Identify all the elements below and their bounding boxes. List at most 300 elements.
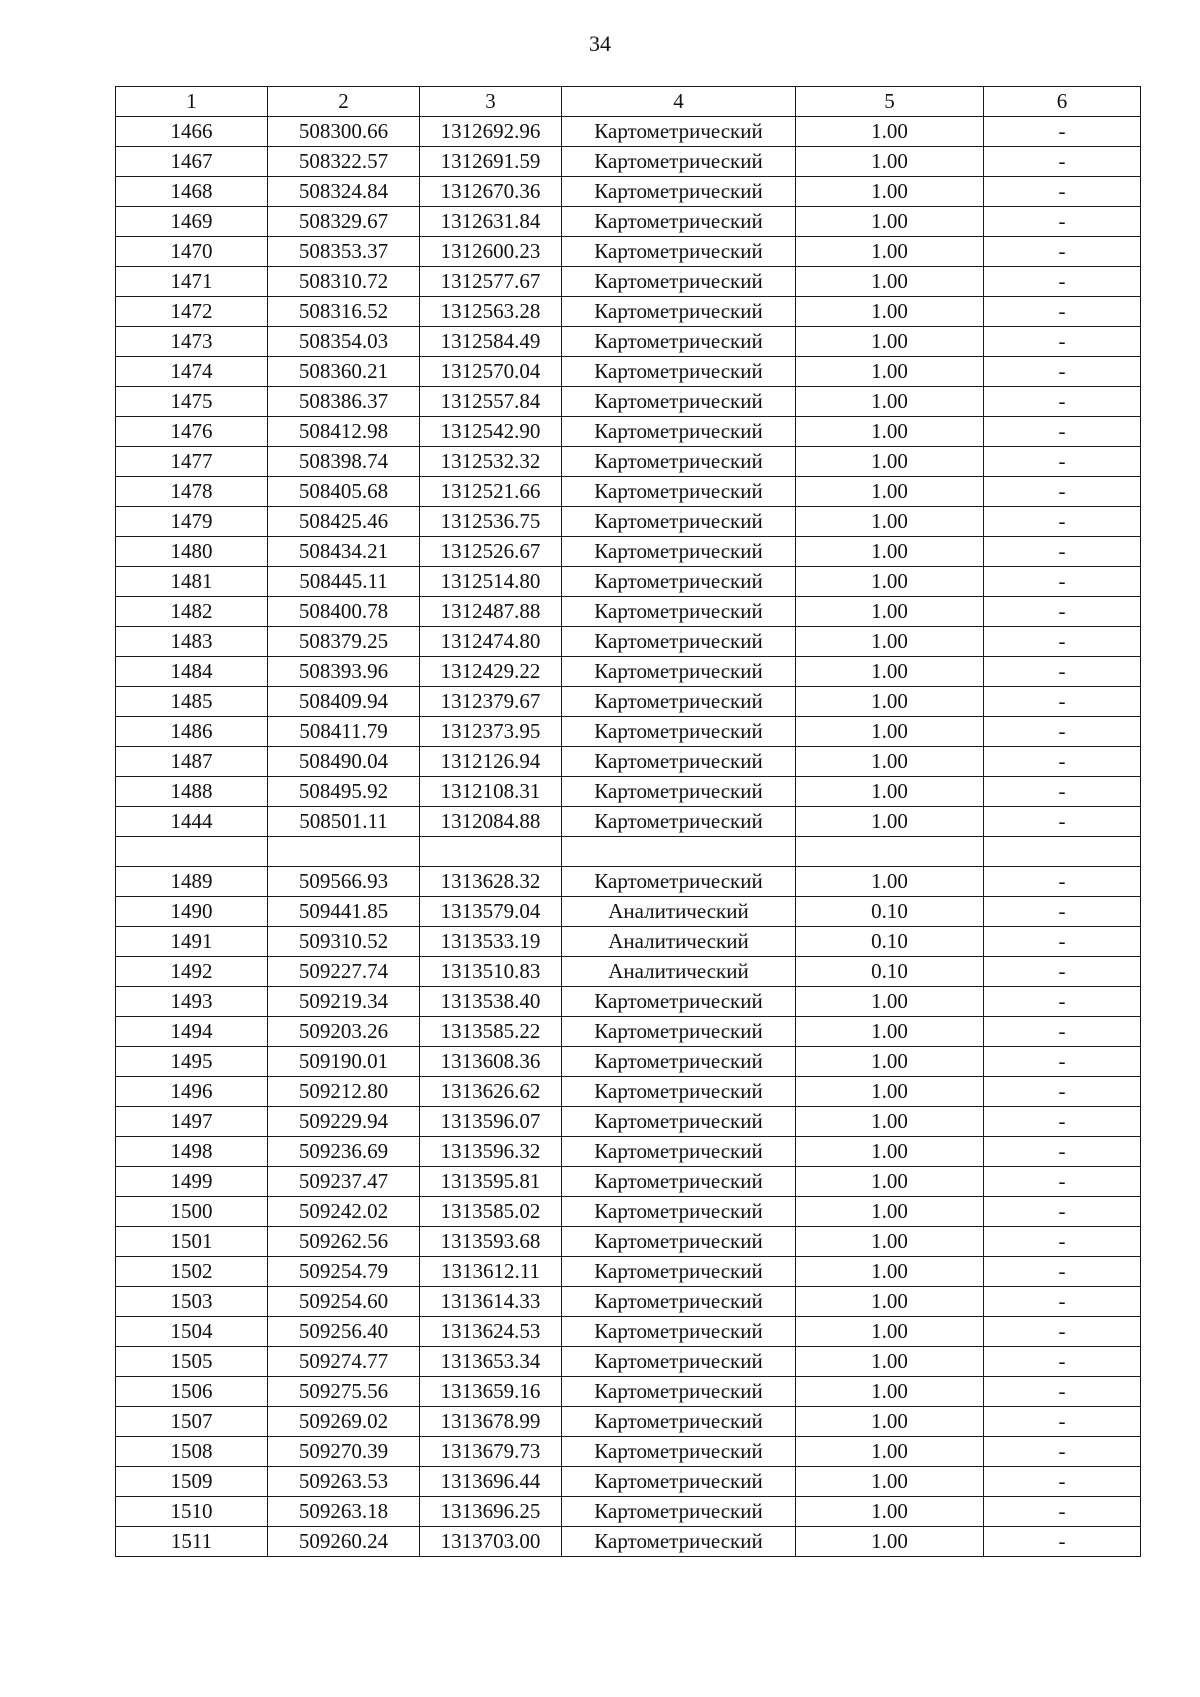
accuracy-cell: 1.00 <box>796 717 984 747</box>
table-row <box>116 147 1141 177</box>
x-coordinate-cell: 509203.26 <box>268 1017 420 1047</box>
accuracy-cell: 0.10 <box>796 897 984 927</box>
y-coordinate-cell: 1313608.36 <box>420 1047 562 1077</box>
table-row <box>116 387 1141 417</box>
accuracy-cell: 1.00 <box>796 867 984 897</box>
note-cell: - <box>984 1197 1141 1227</box>
table-row <box>116 1107 1141 1137</box>
y-coordinate-cell: 1312584.49 <box>420 327 562 357</box>
accuracy-cell <box>796 837 984 867</box>
x-coordinate-cell: 509263.18 <box>268 1497 420 1527</box>
point-number-cell: 1484 <box>116 657 268 687</box>
note-cell: - <box>984 1407 1141 1437</box>
method-cell: Картометрический <box>562 597 796 627</box>
note-cell: - <box>984 1047 1141 1077</box>
x-coordinate-cell: 509236.69 <box>268 1137 420 1167</box>
x-coordinate-cell: 508434.21 <box>268 537 420 567</box>
note-cell: - <box>984 327 1141 357</box>
x-coordinate-cell: 508329.67 <box>268 207 420 237</box>
point-number-cell: 1466 <box>116 117 268 147</box>
x-coordinate-cell: 508409.94 <box>268 687 420 717</box>
y-coordinate-cell: 1312084.88 <box>420 807 562 837</box>
column-header-4: 4 <box>562 87 796 117</box>
method-cell: Картометрический <box>562 987 796 1017</box>
note-cell: - <box>984 1227 1141 1257</box>
accuracy-cell: 0.10 <box>796 957 984 987</box>
table-row <box>116 807 1141 837</box>
accuracy-cell: 1.00 <box>796 1467 984 1497</box>
column-header-2: 2 <box>268 87 420 117</box>
point-number-cell: 1470 <box>116 237 268 267</box>
note-cell: - <box>984 927 1141 957</box>
method-cell: Картометрический <box>562 717 796 747</box>
accuracy-cell: 1.00 <box>796 297 984 327</box>
note-cell: - <box>984 417 1141 447</box>
note-cell: - <box>984 1317 1141 1347</box>
method-cell: Картометрический <box>562 1377 796 1407</box>
note-cell: - <box>984 567 1141 597</box>
table-row <box>116 237 1141 267</box>
method-cell: Картометрический <box>562 777 796 807</box>
note-cell <box>984 837 1141 867</box>
note-cell: - <box>984 957 1141 987</box>
y-coordinate-cell: 1313703.00 <box>420 1527 562 1557</box>
table-row <box>116 1437 1141 1467</box>
point-number-cell: 1498 <box>116 1137 268 1167</box>
y-coordinate-cell: 1312126.94 <box>420 747 562 777</box>
y-coordinate-cell: 1313678.99 <box>420 1407 562 1437</box>
table-row <box>116 1077 1141 1107</box>
table-row <box>116 1017 1141 1047</box>
point-number-cell: 1471 <box>116 267 268 297</box>
point-number-cell: 1496 <box>116 1077 268 1107</box>
method-cell: Картометрический <box>562 1107 796 1137</box>
accuracy-cell: 1.00 <box>796 1497 984 1527</box>
table-row <box>116 297 1141 327</box>
note-cell: - <box>984 267 1141 297</box>
table-row <box>116 447 1141 477</box>
method-cell: Картометрический <box>562 507 796 537</box>
accuracy-cell: 1.00 <box>796 117 984 147</box>
point-number-cell: 1495 <box>116 1047 268 1077</box>
table-row <box>116 1407 1141 1437</box>
note-cell: - <box>984 1527 1141 1557</box>
y-coordinate-cell: 1313628.32 <box>420 867 562 897</box>
y-coordinate-cell: 1313624.53 <box>420 1317 562 1347</box>
table-row <box>116 957 1141 987</box>
x-coordinate-cell: 509274.77 <box>268 1347 420 1377</box>
note-cell: - <box>984 1497 1141 1527</box>
table-row <box>116 1137 1141 1167</box>
point-number-cell: 1467 <box>116 147 268 177</box>
table-row <box>116 1467 1141 1497</box>
y-coordinate-cell: 1313538.40 <box>420 987 562 1017</box>
note-cell: - <box>984 687 1141 717</box>
note-cell: - <box>984 507 1141 537</box>
method-cell: Картометрический <box>562 1017 796 1047</box>
y-coordinate-cell: 1313612.11 <box>420 1257 562 1287</box>
accuracy-cell: 1.00 <box>796 1377 984 1407</box>
table-row <box>116 1167 1141 1197</box>
x-coordinate-cell: 508400.78 <box>268 597 420 627</box>
accuracy-cell: 1.00 <box>796 1077 984 1107</box>
x-coordinate-cell: 508316.52 <box>268 297 420 327</box>
table-row <box>116 477 1141 507</box>
accuracy-cell: 1.00 <box>796 327 984 357</box>
method-cell: Картометрический <box>562 537 796 567</box>
method-cell: Картометрический <box>562 357 796 387</box>
method-cell: Картометрический <box>562 237 796 267</box>
accuracy-cell: 1.00 <box>796 567 984 597</box>
point-number-cell: 1510 <box>116 1497 268 1527</box>
table-row <box>116 687 1141 717</box>
point-number-cell: 1488 <box>116 777 268 807</box>
x-coordinate-cell: 508398.74 <box>268 447 420 477</box>
point-number-cell: 1444 <box>116 807 268 837</box>
y-coordinate-cell: 1312514.80 <box>420 567 562 597</box>
note-cell: - <box>984 1017 1141 1047</box>
note-cell: - <box>984 627 1141 657</box>
x-coordinate-cell <box>268 837 420 867</box>
point-number-cell: 1473 <box>116 327 268 357</box>
accuracy-cell: 1.00 <box>796 987 984 1017</box>
accuracy-cell: 1.00 <box>796 417 984 447</box>
note-cell: - <box>984 1377 1141 1407</box>
accuracy-cell: 1.00 <box>796 597 984 627</box>
note-cell: - <box>984 177 1141 207</box>
y-coordinate-cell: 1312600.23 <box>420 237 562 267</box>
method-cell: Картометрический <box>562 687 796 717</box>
note-cell: - <box>984 357 1141 387</box>
note-cell: - <box>984 1257 1141 1287</box>
table-row <box>116 657 1141 687</box>
point-number-cell: 1477 <box>116 447 268 477</box>
y-coordinate-cell: 1313653.34 <box>420 1347 562 1377</box>
x-coordinate-cell: 509275.56 <box>268 1377 420 1407</box>
y-coordinate-cell <box>420 837 562 867</box>
point-number-cell: 1505 <box>116 1347 268 1377</box>
table-row <box>116 1047 1141 1077</box>
x-coordinate-cell: 509229.94 <box>268 1107 420 1137</box>
accuracy-cell: 1.00 <box>796 687 984 717</box>
accuracy-cell: 1.00 <box>796 777 984 807</box>
column-header-1: 1 <box>116 87 268 117</box>
note-cell: - <box>984 537 1141 567</box>
x-coordinate-cell: 509190.01 <box>268 1047 420 1077</box>
table-row <box>116 1317 1141 1347</box>
method-cell: Картометрический <box>562 1467 796 1497</box>
point-number-cell: 1469 <box>116 207 268 237</box>
y-coordinate-cell: 1313696.44 <box>420 1467 562 1497</box>
page-number: 34 <box>589 31 611 56</box>
note-cell: - <box>984 1287 1141 1317</box>
x-coordinate-cell: 508324.84 <box>268 177 420 207</box>
note-cell: - <box>984 1137 1141 1167</box>
y-coordinate-cell: 1312631.84 <box>420 207 562 237</box>
y-coordinate-cell: 1313596.07 <box>420 1107 562 1137</box>
method-cell: Картометрический <box>562 1167 796 1197</box>
coordinates-table <box>115 86 1141 1557</box>
method-cell: Картометрический <box>562 1527 796 1557</box>
method-cell: Картометрический <box>562 1407 796 1437</box>
table-row <box>116 777 1141 807</box>
method-cell: Картометрический <box>562 1287 796 1317</box>
method-cell: Картометрический <box>562 417 796 447</box>
y-coordinate-cell: 1312670.36 <box>420 177 562 207</box>
accuracy-cell: 1.00 <box>796 1107 984 1137</box>
x-coordinate-cell: 509269.02 <box>268 1407 420 1437</box>
point-number-cell: 1501 <box>116 1227 268 1257</box>
accuracy-cell: 1.00 <box>796 1137 984 1167</box>
note-cell: - <box>984 207 1141 237</box>
table-row <box>116 417 1141 447</box>
point-number-cell: 1497 <box>116 1107 268 1137</box>
accuracy-cell: 1.00 <box>796 387 984 417</box>
column-header-3: 3 <box>420 87 562 117</box>
table-row <box>116 357 1141 387</box>
y-coordinate-cell: 1313696.25 <box>420 1497 562 1527</box>
method-cell: Картометрический <box>562 1437 796 1467</box>
point-number-cell: 1490 <box>116 897 268 927</box>
note-cell: - <box>984 717 1141 747</box>
method-cell: Картометрический <box>562 267 796 297</box>
table-body <box>116 117 1141 1557</box>
method-cell <box>562 837 796 867</box>
table-row <box>116 537 1141 567</box>
note-cell: - <box>984 807 1141 837</box>
method-cell: Картометрический <box>562 1137 796 1167</box>
note-cell: - <box>984 387 1141 417</box>
accuracy-cell: 1.00 <box>796 207 984 237</box>
accuracy-cell: 1.00 <box>796 237 984 267</box>
table-row <box>116 1257 1141 1287</box>
note-cell: - <box>984 297 1141 327</box>
x-coordinate-cell: 508495.92 <box>268 777 420 807</box>
accuracy-cell: 1.00 <box>796 537 984 567</box>
y-coordinate-cell: 1312487.88 <box>420 597 562 627</box>
table-row <box>116 327 1141 357</box>
table-header-row <box>116 87 1141 117</box>
note-cell: - <box>984 1467 1141 1497</box>
accuracy-cell: 1.00 <box>796 747 984 777</box>
x-coordinate-cell: 508354.03 <box>268 327 420 357</box>
point-number-cell: 1492 <box>116 957 268 987</box>
x-coordinate-cell: 509254.60 <box>268 1287 420 1317</box>
accuracy-cell: 1.00 <box>796 1287 984 1317</box>
point-number-cell: 1509 <box>116 1467 268 1497</box>
point-number-cell: 1502 <box>116 1257 268 1287</box>
x-coordinate-cell: 508445.11 <box>268 567 420 597</box>
x-coordinate-cell: 508393.96 <box>268 657 420 687</box>
note-cell: - <box>984 147 1141 177</box>
table-row <box>116 1377 1141 1407</box>
x-coordinate-cell: 509237.47 <box>268 1167 420 1197</box>
accuracy-cell: 1.00 <box>796 807 984 837</box>
point-number-cell: 1479 <box>116 507 268 537</box>
accuracy-cell: 1.00 <box>796 1017 984 1047</box>
note-cell: - <box>984 897 1141 927</box>
y-coordinate-cell: 1313585.22 <box>420 1017 562 1047</box>
method-cell: Картометрический <box>562 627 796 657</box>
point-number-cell: 1474 <box>116 357 268 387</box>
note-cell: - <box>984 657 1141 687</box>
y-coordinate-cell: 1313593.68 <box>420 1227 562 1257</box>
point-number-cell: 1500 <box>116 1197 268 1227</box>
accuracy-cell: 1.00 <box>796 447 984 477</box>
x-coordinate-cell: 509566.93 <box>268 867 420 897</box>
method-cell: Картометрический <box>562 1497 796 1527</box>
note-cell: - <box>984 237 1141 267</box>
x-coordinate-cell: 509242.02 <box>268 1197 420 1227</box>
y-coordinate-cell: 1312526.67 <box>420 537 562 567</box>
method-cell: Картометрический <box>562 567 796 597</box>
y-coordinate-cell: 1313579.04 <box>420 897 562 927</box>
note-cell: - <box>984 867 1141 897</box>
y-coordinate-cell: 1312542.90 <box>420 417 562 447</box>
y-coordinate-cell: 1313626.62 <box>420 1077 562 1107</box>
accuracy-cell: 1.00 <box>796 357 984 387</box>
accuracy-cell: 1.00 <box>796 1317 984 1347</box>
y-coordinate-cell: 1312429.22 <box>420 657 562 687</box>
note-cell: - <box>984 1347 1141 1377</box>
point-number-cell: 1491 <box>116 927 268 957</box>
point-number-cell: 1508 <box>116 1437 268 1467</box>
method-cell: Картометрический <box>562 447 796 477</box>
table-row <box>116 1527 1141 1557</box>
y-coordinate-cell: 1312577.67 <box>420 267 562 297</box>
point-number-cell: 1506 <box>116 1377 268 1407</box>
accuracy-cell: 1.00 <box>796 1347 984 1377</box>
y-coordinate-cell: 1313659.16 <box>420 1377 562 1407</box>
accuracy-cell: 1.00 <box>796 147 984 177</box>
point-number-cell: 1486 <box>116 717 268 747</box>
y-coordinate-cell: 1312373.95 <box>420 717 562 747</box>
y-coordinate-cell: 1313595.81 <box>420 1167 562 1197</box>
note-cell: - <box>984 447 1141 477</box>
table-row <box>116 717 1141 747</box>
y-coordinate-cell: 1312570.04 <box>420 357 562 387</box>
y-coordinate-cell: 1313510.83 <box>420 957 562 987</box>
x-coordinate-cell: 509270.39 <box>268 1437 420 1467</box>
table-row <box>116 867 1141 897</box>
method-cell: Картометрический <box>562 327 796 357</box>
table-row <box>116 1347 1141 1377</box>
x-coordinate-cell: 508360.21 <box>268 357 420 387</box>
table-row <box>116 1197 1141 1227</box>
method-cell: Картометрический <box>562 297 796 327</box>
table-row <box>116 1287 1141 1317</box>
table-row <box>116 1227 1141 1257</box>
table-row <box>116 597 1141 627</box>
point-number-cell: 1468 <box>116 177 268 207</box>
point-number-cell: 1475 <box>116 387 268 417</box>
accuracy-cell: 1.00 <box>796 1197 984 1227</box>
x-coordinate-cell: 508310.72 <box>268 267 420 297</box>
point-number-cell: 1511 <box>116 1527 268 1557</box>
table-row <box>116 507 1141 537</box>
accuracy-cell: 0.10 <box>796 927 984 957</box>
point-number-cell: 1483 <box>116 627 268 657</box>
x-coordinate-cell: 509256.40 <box>268 1317 420 1347</box>
accuracy-cell: 1.00 <box>796 657 984 687</box>
method-cell: Картометрический <box>562 1347 796 1377</box>
table-row <box>116 207 1141 237</box>
point-number-cell: 1472 <box>116 297 268 327</box>
accuracy-cell: 1.00 <box>796 177 984 207</box>
table-row <box>116 267 1141 297</box>
note-cell: - <box>984 117 1141 147</box>
x-coordinate-cell: 509227.74 <box>268 957 420 987</box>
y-coordinate-cell: 1313585.02 <box>420 1197 562 1227</box>
y-coordinate-cell: 1312536.75 <box>420 507 562 537</box>
accuracy-cell: 1.00 <box>796 1527 984 1557</box>
table-row <box>116 177 1141 207</box>
accuracy-cell: 1.00 <box>796 477 984 507</box>
point-number-cell: 1494 <box>116 1017 268 1047</box>
note-cell: - <box>984 987 1141 1017</box>
x-coordinate-cell: 508386.37 <box>268 387 420 417</box>
y-coordinate-cell: 1312379.67 <box>420 687 562 717</box>
y-coordinate-cell: 1312563.28 <box>420 297 562 327</box>
x-coordinate-cell: 508490.04 <box>268 747 420 777</box>
x-coordinate-cell: 509254.79 <box>268 1257 420 1287</box>
y-coordinate-cell: 1312557.84 <box>420 387 562 417</box>
point-number-cell <box>116 837 268 867</box>
point-number-cell: 1507 <box>116 1407 268 1437</box>
method-cell: Картометрический <box>562 657 796 687</box>
point-number-cell: 1476 <box>116 417 268 447</box>
table-row <box>116 117 1141 147</box>
point-number-cell: 1503 <box>116 1287 268 1317</box>
accuracy-cell: 1.00 <box>796 1047 984 1077</box>
point-number-cell: 1478 <box>116 477 268 507</box>
note-cell: - <box>984 747 1141 777</box>
note-cell: - <box>984 597 1141 627</box>
table-row <box>116 1497 1141 1527</box>
y-coordinate-cell: 1312474.80 <box>420 627 562 657</box>
method-cell: Картометрический <box>562 1197 796 1227</box>
x-coordinate-cell: 508405.68 <box>268 477 420 507</box>
accuracy-cell: 1.00 <box>796 1167 984 1197</box>
y-coordinate-cell: 1313596.32 <box>420 1137 562 1167</box>
method-cell: Картометрический <box>562 747 796 777</box>
table-row <box>116 837 1141 867</box>
y-coordinate-cell: 1312108.31 <box>420 777 562 807</box>
method-cell: Картометрический <box>562 1317 796 1347</box>
x-coordinate-cell: 509219.34 <box>268 987 420 1017</box>
point-number-cell: 1487 <box>116 747 268 777</box>
accuracy-cell: 1.00 <box>796 1227 984 1257</box>
method-cell: Картометрический <box>562 1227 796 1257</box>
method-cell: Картометрический <box>562 807 796 837</box>
y-coordinate-cell: 1313533.19 <box>420 927 562 957</box>
x-coordinate-cell: 509263.53 <box>268 1467 420 1497</box>
method-cell: Картометрический <box>562 1047 796 1077</box>
column-header-5: 5 <box>796 87 984 117</box>
y-coordinate-cell: 1312692.96 <box>420 117 562 147</box>
x-coordinate-cell: 508322.57 <box>268 147 420 177</box>
note-cell: - <box>984 1077 1141 1107</box>
method-cell: Картометрический <box>562 117 796 147</box>
point-number-cell: 1493 <box>116 987 268 1017</box>
method-cell: Картометрический <box>562 147 796 177</box>
method-cell: Картометрический <box>562 867 796 897</box>
table-row <box>116 747 1141 777</box>
method-cell: Картометрический <box>562 477 796 507</box>
y-coordinate-cell: 1312691.59 <box>420 147 562 177</box>
method-cell: Картометрический <box>562 387 796 417</box>
y-coordinate-cell: 1313614.33 <box>420 1287 562 1317</box>
